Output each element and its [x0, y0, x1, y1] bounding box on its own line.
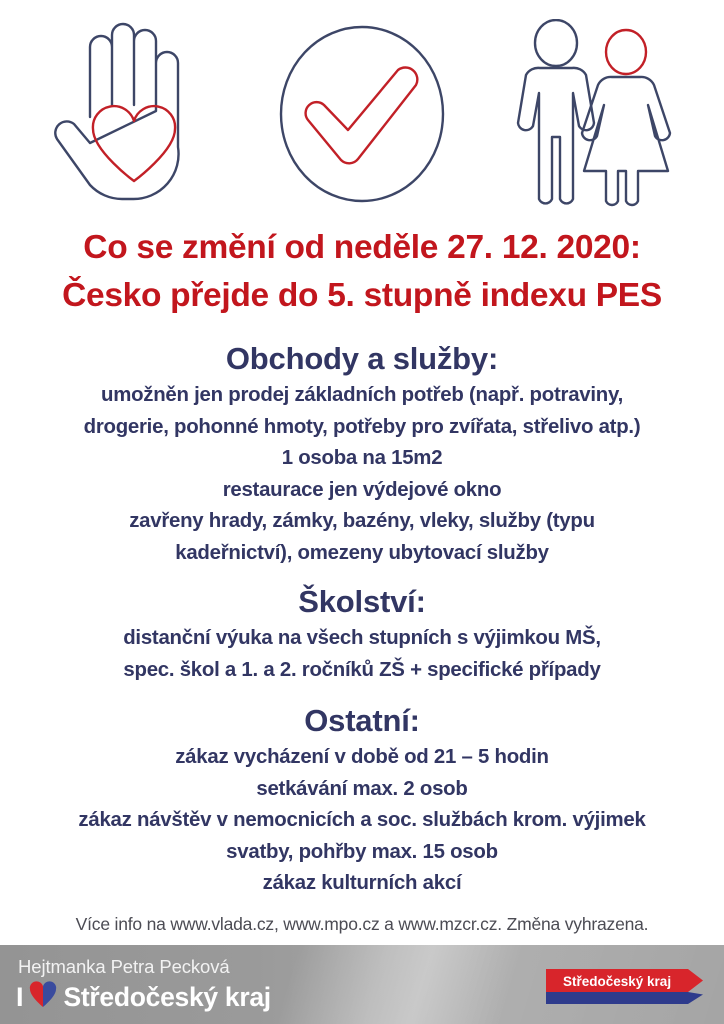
logo-text: Středočeský kraj [563, 974, 672, 989]
section-skolstvi [14, 581, 710, 686]
section-ostatni [14, 700, 710, 900]
two-tone-heart-icon [28, 979, 58, 1014]
stredocesky-kraj-logo [546, 967, 706, 1012]
section-line: svatby, pohřby max. 15 osob [226, 840, 498, 863]
hand-with-heart-icon [33, 16, 233, 212]
icon-row [0, 14, 724, 214]
section-line: setkávání max. 2 osob [256, 777, 468, 800]
section-line: kadeřnictví), omezeny ubytovací služby [175, 541, 549, 564]
section-body [14, 380, 710, 569]
section-line: 1 osoba na 15m2 [281, 447, 443, 469]
brand-name: Středočeský kraj [63, 981, 271, 1012]
section-heading: Obchody a služby: [225, 341, 499, 376]
section-line: umožněn jen prodej základních potřeb (např. potraviny, [100, 384, 623, 406]
poster-content [0, 338, 724, 937]
section-line: zákaz kulturních akcí [262, 872, 462, 894]
section-line: zavřeny hrady, zámky, bazény, vleky, služby (typu [129, 510, 595, 532]
footer-branding [16, 956, 271, 1014]
brand-letter-i: I [16, 981, 24, 1012]
section-line: restaurace jen výdejové okno [222, 478, 502, 501]
section-line: spec. škol a 1. a 2. ročníků ZŠ + specifické případy [123, 658, 601, 681]
section-spacer [14, 686, 710, 700]
section-spacer [14, 569, 710, 581]
section-heading: Školství: [298, 584, 426, 619]
section-line: drogerie, pohonné hmoty, potřeby pro zvířata, střelivo atp.) [83, 415, 641, 438]
more-info-note: Více info na www.vlada.cz, www.mpo.cz a www.mzcr.cz. Změna vyhrazena. [75, 913, 649, 934]
footer-bar [0, 945, 724, 1024]
page-headline [0, 224, 724, 320]
section-line: zákaz návštěv v nemocnicích a soc. službách krom. výjimek [78, 809, 646, 831]
couple-man-woman-icon [491, 16, 691, 212]
section-line: zákaz vycházení v době od 21 – 5 hodin [175, 746, 549, 768]
section-heading: Ostatní: [304, 703, 420, 738]
brand-lockup [16, 979, 271, 1014]
section-body [14, 742, 710, 900]
section-line: distanční výuka na všech stupních s výjimkou MŠ, [123, 627, 601, 649]
headline-line-2: Česko přejde do 5. stupně indexu PES [62, 277, 662, 314]
section-obchody-a-sluzby [14, 338, 710, 569]
section-body [14, 623, 710, 686]
hejtmanka-name: Hejtmanka Petra Pecková [18, 956, 230, 977]
checkmark-in-circle-icon [262, 16, 462, 212]
headline-line-1: Co se změní od neděle 27. 12. 2020: [83, 229, 641, 266]
